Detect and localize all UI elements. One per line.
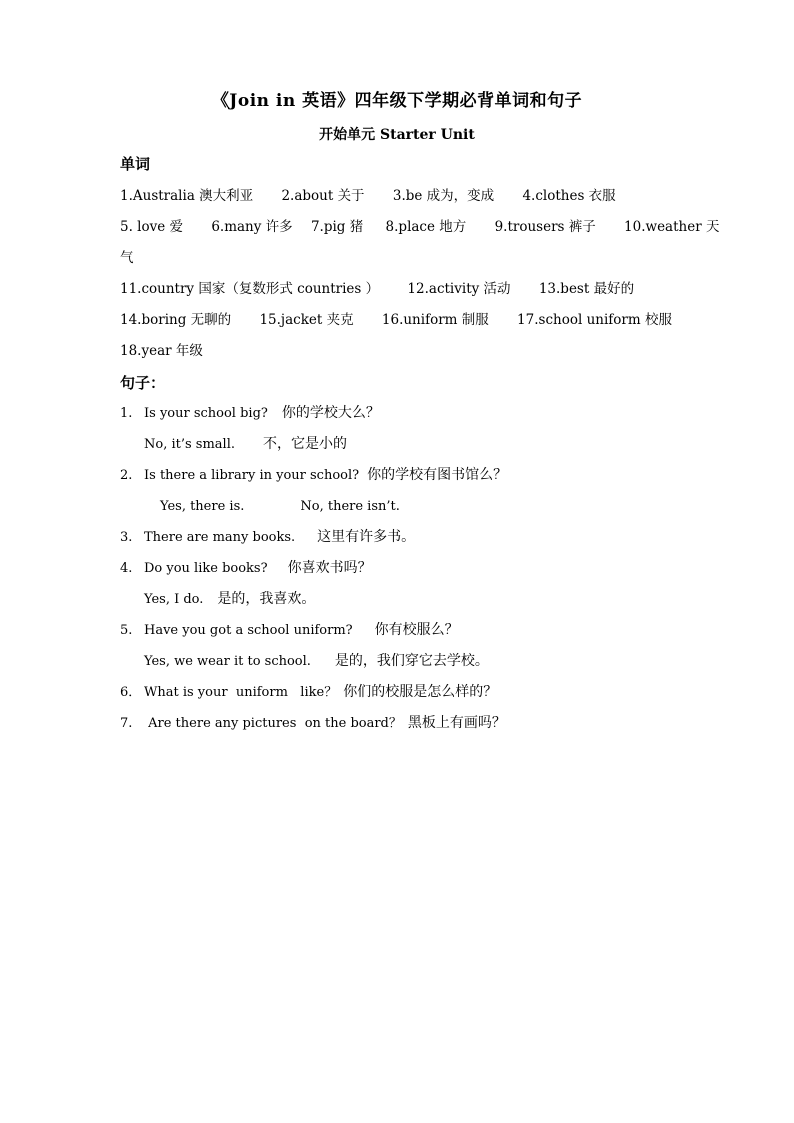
sentences-heading: 句子： bbox=[120, 374, 166, 392]
sentence-english: What is your uniform like？ bbox=[144, 685, 338, 700]
sentence-number: 1. bbox=[120, 406, 133, 421]
vocab-line bbox=[120, 305, 720, 336]
vocab-line bbox=[120, 274, 720, 305]
page-subtitle: 开始单元 Starter Unit bbox=[319, 127, 475, 143]
sentence-chinese: 这里有许多书。 bbox=[317, 529, 416, 545]
sentence-chinese: 你有校服么？ bbox=[374, 622, 459, 638]
sentence-number: 7. bbox=[120, 716, 133, 731]
reply-no: No, there isn’t. bbox=[300, 499, 400, 514]
reply-english: Yes, I do. bbox=[144, 592, 204, 607]
vocab-item: 17.school uniform 校服 bbox=[517, 312, 672, 328]
sentence-reply bbox=[120, 646, 720, 677]
vocab-list bbox=[120, 181, 720, 367]
vocab-item: 3.be 成为，变成 bbox=[392, 188, 495, 204]
sentence-row bbox=[120, 522, 720, 553]
sentence-english: There are many books. bbox=[144, 530, 296, 545]
sentence-row bbox=[120, 677, 720, 708]
vocab-item: 8.place 地方 bbox=[385, 219, 467, 235]
vocab-item: 15.jacket 夹克 bbox=[259, 312, 354, 328]
vocab-item: 18.year 年级 bbox=[120, 343, 203, 359]
sentence-number: 6． bbox=[120, 685, 142, 700]
sentence-chinese: 你喜欢书吗？ bbox=[287, 560, 372, 576]
sentence-english: Is there a library in your school? bbox=[144, 468, 360, 483]
sentence-number: 2. bbox=[120, 468, 133, 483]
vocab-item: 4.clothes 衣服 bbox=[522, 188, 616, 204]
sentence-reply bbox=[120, 584, 720, 615]
sentence-reply bbox=[120, 491, 720, 522]
vocab-item: 6.many 许多 bbox=[211, 219, 293, 235]
sentence-number: 3. bbox=[120, 530, 133, 545]
page-title: 《Join in 英语》四年级下学期必背单词和句子 bbox=[211, 91, 583, 111]
vocab-line bbox=[120, 212, 720, 274]
sentence-row bbox=[120, 708, 720, 739]
sentence-chinese: 你的学校大么？ bbox=[281, 405, 380, 421]
vocab-item: 5. love 爱 bbox=[120, 219, 184, 235]
vocab-item: 11.country 国家（复数形式 countries ） bbox=[120, 281, 380, 297]
vocab-item: 10.weather 天气 bbox=[120, 219, 720, 266]
sentence-english: Have you got a school uniform? bbox=[144, 623, 353, 638]
vocab-line bbox=[120, 336, 720, 367]
vocab-item: 16.uniform 制服 bbox=[381, 312, 489, 328]
sentence-english: Do you like books? bbox=[144, 561, 268, 576]
reply-chinese: 是的，我们穿它去学校。 bbox=[334, 653, 489, 669]
sentence-english: Are there any pictures on the board？ bbox=[144, 716, 402, 731]
reply-chinese: 不，它是小的 bbox=[262, 436, 347, 452]
vocab-item: 14.boring 无聊的 bbox=[120, 312, 232, 328]
vocab-line bbox=[120, 181, 720, 212]
reply-chinese: 是的，我喜欢。 bbox=[217, 591, 316, 607]
reply-english: No, it’s small. bbox=[144, 437, 235, 452]
sentence-list bbox=[120, 398, 720, 739]
sentence-row bbox=[120, 460, 720, 491]
sentence-number: 5. bbox=[120, 623, 133, 638]
sentence-row bbox=[120, 398, 720, 429]
sentence-row bbox=[120, 553, 720, 584]
sentence-row bbox=[120, 615, 720, 646]
vocab-heading: 单词 bbox=[120, 155, 151, 173]
sentence-chinese: 你的学校有图书馆么？ bbox=[367, 467, 508, 483]
sentence-chinese: 黑板上有画吗？ bbox=[407, 715, 506, 731]
vocab-item: 7.pig 猪 bbox=[310, 219, 364, 235]
vocab-item: 13.best 最好的 bbox=[538, 281, 635, 297]
sentence-number: 4. bbox=[120, 561, 133, 576]
sentence-reply bbox=[120, 429, 720, 460]
reply-english: Yes, we wear it to school. bbox=[144, 654, 311, 669]
sentence-chinese: 你们的校服是怎么样的？ bbox=[343, 684, 498, 700]
vocab-item: 2.about 关于 bbox=[281, 188, 365, 204]
vocab-item: 9.trousers 裤子 bbox=[494, 219, 596, 235]
vocab-item: 12.activity 活动 bbox=[407, 281, 511, 297]
reply-yes: Yes, there is. bbox=[160, 499, 245, 514]
vocab-item: 1.Australia 澳大利亚 bbox=[120, 188, 254, 204]
sentence-english: Is your school big? bbox=[144, 406, 268, 421]
